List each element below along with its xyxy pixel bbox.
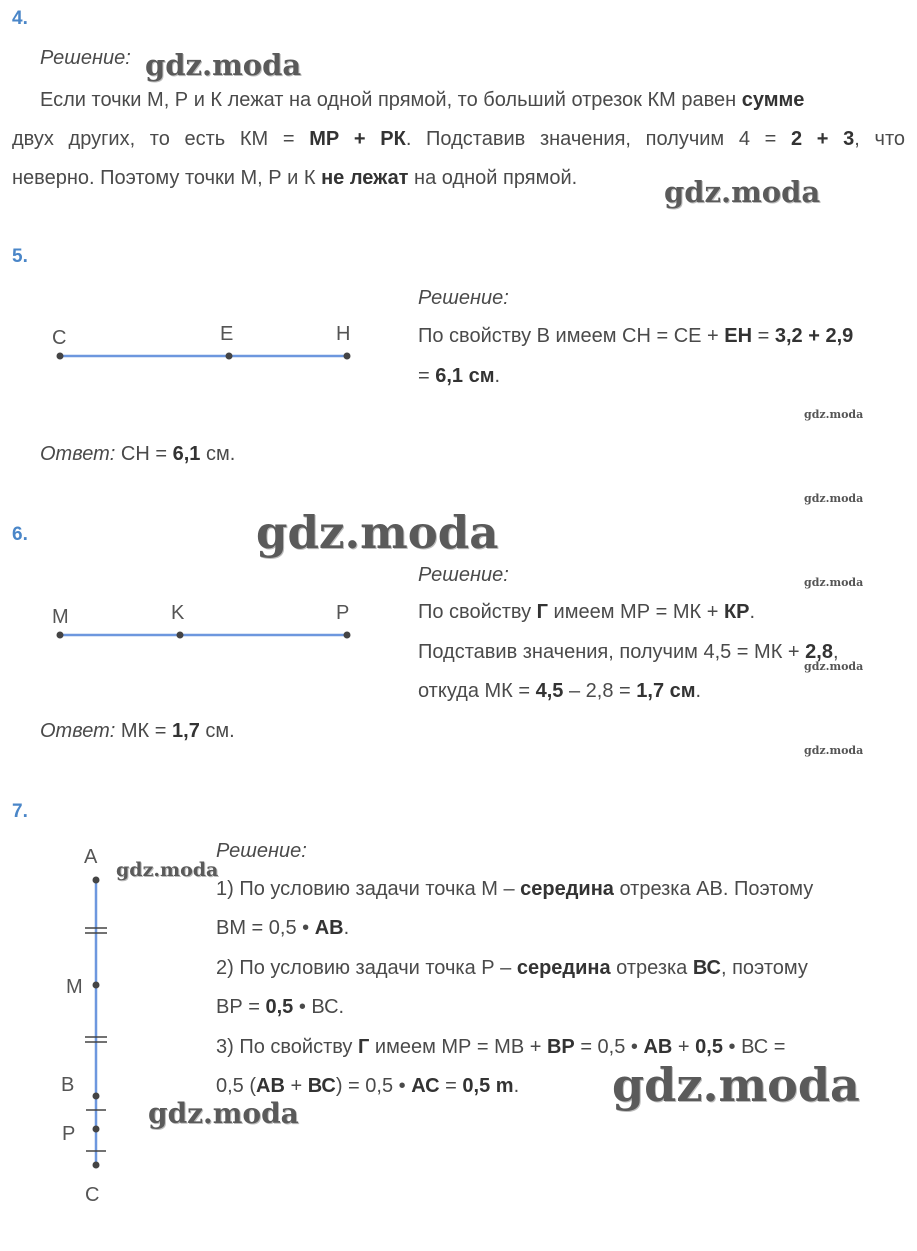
problem-7-line-4: ВР = 0,5 • ВС. (216, 996, 345, 1018)
point-label-k: K (171, 602, 185, 624)
problem-7-number: 7. (12, 801, 28, 822)
watermark-logo: gdz.moda (612, 1058, 860, 1112)
point-b (93, 1093, 100, 1100)
problem-7-line-1: 1) По условию задачи точка М – середина отрезка АВ. Поэтому (216, 878, 814, 900)
point-p (93, 1126, 100, 1133)
watermark-logo: gdz.moda (148, 1097, 299, 1130)
problem-5-answer: Ответ: СН = 6,1 см. (40, 443, 236, 465)
point-label-m: M (66, 976, 83, 998)
watermark-logo: gdz.moda (664, 175, 821, 209)
problem-7-line-6: 0,5 (АВ + ВС) = 0,5 • АС = 0,5 m. (216, 1075, 520, 1097)
point-e (226, 353, 233, 360)
problem-6-answer: Ответ: МК = 1,7 см. (40, 720, 235, 742)
point-c (93, 1162, 100, 1169)
problem-6-line-2: Подставив значения, получим 4,5 = МК + 2,8, (418, 641, 839, 663)
problem-4-line-1: Если точки М, Р и К лежат на одной прямой, то больший отрезок КМ равен сумме (40, 89, 805, 111)
problem-7-line-5: 3) По свойству Г имеем МР = МВ + ВР = 0,5 • АВ + 0,5 • ВС = (216, 1036, 786, 1058)
problem-5-line-2: = 6,1 см. (418, 365, 501, 387)
point-label-c: C (52, 327, 67, 349)
point-m (57, 632, 64, 639)
watermark-logo: gdz.moda (804, 492, 864, 505)
point-k (177, 632, 184, 639)
problem-5-line-1: По свойству В имеем СН = СЕ + ЕН = 3,2 + 2,9 (418, 325, 854, 347)
point-h (344, 353, 351, 360)
point-m (93, 982, 100, 989)
point-label-c: C (85, 1184, 100, 1206)
problem-5-segment-figure (40, 315, 380, 375)
problem-7-line-3: 2) По условию задачи точка Р – середина отрезка ВС, поэтому (216, 957, 808, 979)
problem-6-line-3: откуда МК = 4,5 – 2,8 = 1,7 см. (418, 680, 702, 702)
watermark-logo: gdz.moda (804, 744, 864, 757)
problem-6-line-1: По свойству Г имеем МР = МК + КР. (418, 601, 756, 623)
problem-4-line-2: двух других, то есть КМ = МР + РК. Подставив значения, получим 4 = 2 + 3, что (12, 128, 906, 150)
watermark-logo: gdz.moda (804, 576, 864, 589)
problem-7-line-2: ВМ = 0,5 • АВ. (216, 917, 350, 939)
problem-4-number: 4. (12, 8, 28, 29)
point-label-p: P (62, 1123, 76, 1145)
problem-5-number: 5. (12, 246, 28, 267)
problem-7-solution-label: Решение: (216, 840, 307, 862)
point-c (57, 353, 64, 360)
point-label-h: H (336, 323, 351, 345)
point-label-e: E (220, 323, 234, 345)
problem-6-solution-label: Решение: (418, 564, 509, 586)
watermark-logo: gdz.moda (145, 48, 302, 82)
problem-6-segment-figure (40, 594, 380, 654)
point-label-b: B (61, 1074, 75, 1096)
point-label-p: P (336, 602, 350, 624)
problem-7-segment-figure (50, 840, 130, 1210)
problem-6-number: 6. (12, 524, 28, 545)
problem-4-solution-label: Решение: (40, 47, 131, 69)
problem-4-line-3: неверно. Поэтому точки М, Р и К не лежат на одной прямой. (12, 167, 578, 189)
point-p (344, 632, 351, 639)
point-label-m: M (52, 606, 69, 628)
watermark-logo: gdz.moda (804, 408, 864, 421)
problem-5-solution-label: Решение: (418, 287, 509, 309)
watermark-logo: gdz.moda (256, 506, 499, 559)
watermark-logo: gdz.moda (116, 859, 219, 881)
watermark-logo: gdz.moda (804, 660, 864, 673)
point-label-a: A (84, 846, 98, 868)
point-a (93, 877, 100, 884)
